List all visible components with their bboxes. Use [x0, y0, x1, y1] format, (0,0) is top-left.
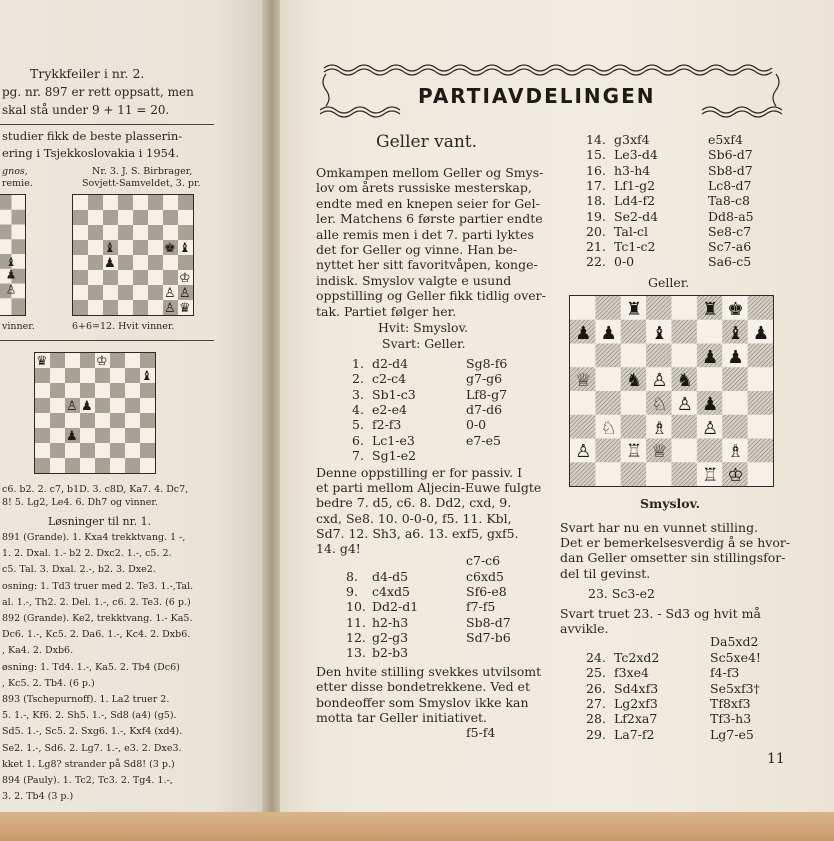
move-black: Lf8-g7 — [466, 386, 508, 402]
solution-fragment: c6. b2. 2. c7, b1D. 3. c8D, Ka7. 4. Dc7, — [2, 484, 189, 495]
comment-line: 14. g4! — [316, 541, 361, 556]
move-white: d2-d4 — [372, 356, 409, 371]
move-black: e5xf4 — [708, 132, 743, 147]
move-number: 1. — [352, 356, 364, 371]
move-number: 15. — [586, 147, 606, 163]
svg-text:♛: ♛ — [179, 301, 191, 315]
solution-line: c5. Tal. 3. Dxal. 2.-, b2. 3. Dxe2. — [2, 564, 156, 576]
comment-line: et parti mellom Aljecin-Euwe fulgte — [316, 480, 542, 496]
svg-text:♞: ♞ — [625, 370, 643, 391]
comment-line: bondeoffer som Smyslov ikke kan — [316, 694, 529, 710]
move-number: 21. — [586, 239, 606, 255]
intro-line: ering i Tsjekkoslovakia i 1954. — [2, 146, 179, 160]
solution-line: 892 (Grande). Ke2, trekktvang. 1.- Ka5. — [2, 613, 193, 624]
move-number: 26. — [586, 680, 606, 696]
intro-line: ler. Matchens 6 første partier endte — [316, 211, 543, 227]
intro-line: lov om årets russiske mesterskap, — [316, 180, 532, 196]
move-number: 22. — [586, 254, 606, 270]
svg-text:♚: ♚ — [164, 241, 176, 256]
intro-line: oppstilling og Geller fikk tidlig over- — [316, 288, 546, 304]
svg-text:♙: ♙ — [179, 286, 191, 301]
svg-text:♗: ♗ — [727, 441, 744, 462]
move-number: 5. — [352, 417, 364, 433]
svg-text:♛: ♛ — [36, 354, 48, 369]
move-number: 12. — [346, 629, 366, 645]
board-label-top: Geller. — [648, 275, 690, 290]
solution-fragment: 8! 5. Lg2, Le4. 6. Dh7 og vinner. — [2, 497, 158, 508]
move-black: f5-f4 — [466, 725, 496, 740]
move-number: 28. — [586, 711, 606, 727]
move-white: h3-h4 — [614, 162, 651, 178]
svg-text:♟: ♟ — [727, 347, 744, 368]
study-3-label: Nr. 3. J. S. Birbrager, — [92, 166, 193, 177]
white-player: Hvit: Smyslov. — [378, 320, 469, 335]
move-white: d4-d5 — [372, 569, 409, 584]
board-label-bottom: Smyslov. — [640, 496, 700, 511]
solution-line: Sd5. 1.-, Sc5. 2. Sxg6. 1.-, Kxf4 (xd4). — [2, 726, 183, 738]
move-white: b2-b3 — [372, 645, 409, 660]
move-number: 19. — [586, 208, 606, 224]
intro-line: studier fikk de beste plasserin- — [2, 129, 183, 143]
svg-text:♟: ♟ — [5, 267, 17, 282]
svg-text:♚: ♚ — [727, 299, 744, 320]
study-3-result: 6+6=12. Hvit vinner. — [72, 321, 175, 332]
move-black: e7-e5 — [466, 432, 501, 448]
move-white: 23. Sc3-e2 — [588, 586, 655, 601]
intro-line: alle remis men i det 7. parti lyktes — [316, 226, 534, 242]
move-number: 14. — [586, 132, 606, 147]
move-number: 29. — [586, 726, 606, 742]
solution-line: 893 (Tschepurnoff). 1. La2 truer 2. — [2, 694, 170, 705]
comment-line: motta tar Geller initiativet. — [316, 709, 487, 725]
solution-line: , Kc5. 2. Tb4. (6 p.) — [2, 677, 95, 689]
move-white: Sg1-e2 — [372, 447, 417, 463]
move-number: 18. — [586, 193, 606, 209]
page-bottom-edge — [0, 812, 834, 841]
move-black: Sf6-e8 — [466, 584, 507, 600]
svg-text:♙: ♙ — [575, 441, 592, 462]
divider — [0, 124, 214, 125]
move-white: c4xd5 — [372, 584, 410, 600]
svg-text:♟: ♟ — [701, 394, 719, 415]
errata-line: pg. nr. 897 er rett oppsatt, men — [2, 85, 194, 99]
comment-line: Denne oppstilling er for passiv. I — [316, 465, 523, 480]
comment-line: Det er bemerkelsesverdig å se hvor- — [560, 535, 791, 551]
move-white: Se2-d4 — [614, 208, 659, 224]
page-number: 11 — [767, 751, 785, 767]
svg-text:♔: ♔ — [96, 354, 108, 369]
move-white: c2-c4 — [372, 371, 407, 387]
solution-line: 3. 2. Tb4 (3 p.) — [2, 791, 74, 803]
solution-line: 891 (Grande). 1. Kxa4 trekktvang. 1 -, — [2, 532, 186, 543]
svg-text:♙: ♙ — [676, 394, 693, 415]
move-black: Lg7-e5 — [710, 726, 754, 742]
divider — [0, 340, 214, 341]
svg-text:♟: ♟ — [701, 347, 719, 368]
move-number: 16. — [586, 162, 606, 178]
move-number: 11. — [346, 614, 366, 630]
svg-text:♝: ♝ — [5, 254, 17, 269]
svg-text:♙: ♙ — [5, 282, 17, 297]
move-white: Lg2xf3 — [614, 695, 658, 711]
chess-diagram-study — [34, 352, 156, 474]
svg-text:♝: ♝ — [651, 323, 668, 344]
svg-text:♘: ♘ — [600, 418, 617, 439]
svg-text:♙: ♙ — [66, 399, 78, 414]
svg-text:♜: ♜ — [701, 299, 719, 320]
comment-line: Svart truet 23. - Sd3 og hvit må — [560, 606, 761, 621]
svg-text:♟: ♟ — [104, 256, 116, 271]
solution-line: kket 1. Lg8? strander på Sd8! (3 p.) — [2, 758, 175, 770]
svg-text:♔: ♔ — [727, 465, 744, 486]
move-white: Tc1-c2 — [614, 239, 656, 255]
black-player: Svart: Geller. — [382, 336, 466, 351]
svg-text:♝: ♝ — [727, 323, 744, 344]
errata-line: skal stå under 9 + 11 = 20. — [2, 103, 170, 117]
intro-line: indisk. Smyslov valgte e usund — [316, 272, 512, 288]
chess-diagram-study-3 — [72, 194, 194, 316]
intro-line: det for Geller og vinne. Han be- — [316, 242, 518, 257]
comment-line: dan Geller omsetter sin stillingsfor- — [560, 550, 786, 566]
move-black: Se8-c7 — [708, 223, 752, 239]
move-black: Ta8-c8 — [708, 193, 750, 209]
svg-text:♜: ♜ — [625, 299, 643, 320]
svg-text:♝: ♝ — [104, 241, 116, 256]
move-black: Sg8-f6 — [466, 356, 508, 371]
solution-line: Dc6. 1.-, Kc5. 2. Da6. 1.-, Kc4. 2. Dxb6. — [2, 629, 191, 641]
svg-text:♗: ♗ — [651, 418, 668, 439]
chess-diagram-partial — [0, 194, 26, 316]
move-white: Dd2-d1 — [372, 599, 419, 615]
move-black: Sd7-b6 — [466, 629, 511, 645]
comment-line: avvikle. — [560, 621, 609, 637]
svg-text:♟: ♟ — [575, 323, 592, 344]
solutions-heading: Løsninger til nr. 1. — [48, 515, 152, 528]
svg-text:♟: ♟ — [600, 323, 617, 344]
move-white: g2-g3 — [372, 629, 409, 645]
study-fragment-label: remie. — [2, 178, 33, 189]
move-number: 13. — [346, 645, 366, 660]
move-black: Se5xf3† — [710, 680, 760, 696]
game-title: Geller vant. — [376, 132, 478, 152]
move-white: 0-0 — [614, 254, 635, 270]
move-black: Sb6-d7 — [708, 147, 753, 163]
solution-line: øsning: 1. Td4. 1.-, Ka5. 2. Tb4 (Dc6) — [2, 661, 180, 673]
comment-line: bedre 7. d5, c6. 8. Dd2, cxd, 9. — [316, 495, 512, 511]
svg-text:♕: ♕ — [575, 370, 592, 391]
svg-text:♙: ♙ — [651, 370, 668, 391]
move-white: Sd4xf3 — [614, 680, 659, 696]
svg-text:♙: ♙ — [701, 418, 719, 439]
move-number: 9. — [346, 584, 358, 600]
move-white: g3xf4 — [614, 132, 650, 147]
solution-line: Se2. 1.-, Sd6. 2. Lg7. 1.-, e3. 2. Dxe3. — [2, 742, 182, 754]
move-white: Le3-d4 — [614, 147, 658, 163]
move-number: 7. — [352, 447, 364, 463]
move-number: 8. — [346, 569, 358, 584]
svg-text:♟: ♟ — [752, 323, 770, 344]
move-black: 0-0 — [466, 417, 487, 433]
solution-line: al. 1.-, Th2. 2. Del. 1.-, c6. 2. Te3. (6 p.) — [2, 596, 191, 608]
move-number: 6. — [352, 432, 364, 448]
move-number: 24. — [586, 650, 606, 665]
move-black: f7-f5 — [466, 599, 496, 615]
move-white: Sb1-c3 — [372, 386, 416, 402]
svg-text:♟: ♟ — [66, 429, 78, 444]
move-black: Sc5xe4! — [710, 650, 761, 665]
solution-line: 894 (Pauly). 1. Tc2, Tc3. 2. Tg4. 1.-, — [2, 775, 173, 786]
move-white: Tc2xd2 — [614, 650, 660, 665]
move-black: Dd8-a5 — [708, 208, 754, 224]
solution-line: 5. 1.-, Kf6. 2. Sh5. 1.-, Sd8 (a4) (g5). — [2, 710, 177, 722]
move-number: 4. — [352, 401, 364, 417]
move-white: Ld4-f2 — [614, 193, 656, 209]
move-black: Sa6-c5 — [708, 254, 752, 270]
comment-line: del til gevinst. — [560, 565, 651, 581]
comment-line: Den hvite stilling svekkes utvilsomt — [316, 664, 542, 679]
intro-line: nyttet her sitt favoritvåpen, konge- — [316, 257, 538, 273]
solution-line: osning: 1. Td3 truer med 2. Te3. 1.-,Tal. — [2, 580, 194, 592]
move-number: 25. — [586, 665, 606, 681]
comment-line: Svart har nu en vunnet stilling. — [560, 520, 759, 535]
move-black: Tf3-h3 — [710, 711, 752, 727]
study-3-label: Sovjett-Samveldet, 3. pr. — [82, 178, 201, 189]
svg-text:♕: ♕ — [651, 441, 668, 462]
errata-title: Trykkfeiler i nr. 2. — [30, 66, 145, 81]
move-black: d7-d6 — [466, 401, 503, 417]
comment-line: etter disse bondetrekkene. Ved et — [316, 679, 530, 695]
move-white: Lf2xa7 — [614, 711, 658, 727]
svg-text:♖: ♖ — [701, 465, 719, 486]
intro-line: Omkampen mellom Geller og Smys- — [316, 165, 544, 180]
move-white: e2-e4 — [372, 401, 407, 417]
svg-text:♙: ♙ — [164, 301, 176, 315]
move-black: Tf8xf3 — [710, 695, 751, 711]
comment-line: Sd7. 12. Sh3, a6. 13. exf5, gxf5. — [316, 525, 519, 541]
solution-line: 1. 2. Dxal. 1.- b2 2. Dxc2. 1.-, c5. 2. — [2, 548, 172, 560]
svg-text:♝: ♝ — [141, 369, 153, 384]
move-number: 2. — [352, 371, 364, 387]
study-fragment-label: gnos, — [2, 166, 28, 177]
move-white: f2-f3 — [372, 417, 402, 433]
move-black: Sb8-d7 — [466, 614, 511, 630]
move-black: Da5xd2 — [710, 634, 759, 649]
move-white: f3xe4 — [614, 665, 649, 681]
move-number: 10. — [346, 599, 366, 615]
solution-line: , Ka4. 2. Dxb6. — [2, 645, 74, 657]
move-number: 17. — [586, 177, 606, 193]
intro-line: endte med en knepen seier for Gel- — [316, 195, 540, 211]
move-number: 20. — [586, 223, 606, 239]
move-number: 3. — [352, 386, 364, 402]
move-white: Tal-cl — [614, 223, 649, 239]
svg-text:♟: ♟ — [81, 399, 93, 414]
move-black: c7-c6 — [466, 553, 501, 568]
svg-text:♖: ♖ — [625, 441, 643, 462]
move-white: La7-f2 — [614, 726, 655, 742]
chess-diagram-game-position — [569, 295, 774, 487]
svg-text:♙: ♙ — [164, 286, 176, 301]
move-white: Lc1-e3 — [372, 432, 415, 448]
move-black: Lc8-d7 — [708, 177, 752, 193]
svg-text:♔: ♔ — [179, 271, 191, 286]
move-black: Sc7-a6 — [708, 239, 752, 255]
move-black: c6xd5 — [466, 569, 504, 584]
svg-text:♝: ♝ — [179, 241, 191, 256]
intro-line: tak. Partiet følger her. — [316, 303, 457, 319]
move-black: Sb8-d7 — [708, 162, 753, 178]
move-white: h2-h3 — [372, 614, 409, 630]
move-black: f4-f3 — [710, 665, 740, 681]
svg-text:♞: ♞ — [676, 370, 693, 391]
comment-line: cxd, Se8. 10. 0-0-0, f5. 11. Kbl, — [316, 510, 512, 526]
move-black: g7-g6 — [466, 371, 503, 387]
move-number: 27. — [586, 695, 606, 711]
study-fragment-result: vinner. — [2, 321, 35, 332]
section-title: PARTIAVDELINGEN — [418, 84, 656, 108]
svg-text:♘: ♘ — [651, 394, 668, 415]
move-white: Lf1-g2 — [614, 177, 656, 193]
